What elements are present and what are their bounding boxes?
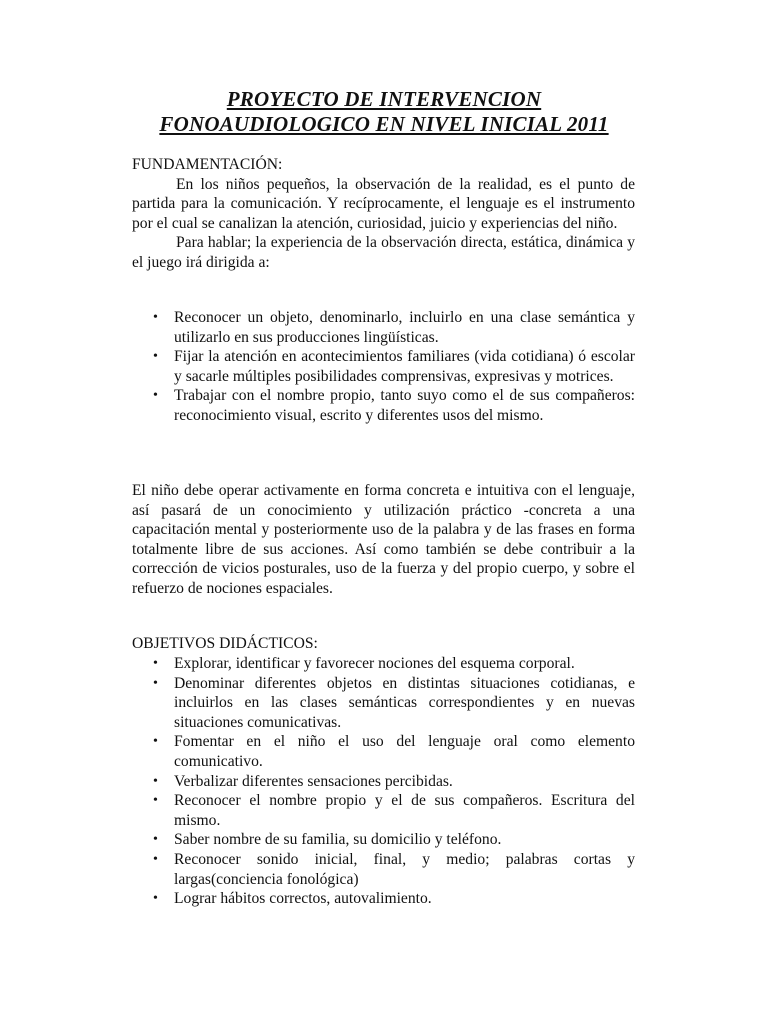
list-item: • Explorar, identificar y favorecer nociones del esquema corporal. [132, 654, 635, 674]
objetivos-bullet-list [132, 654, 635, 909]
list-item: • Fijar la atención en acontecimientos familiares (vida cotidiana) ó escolar y sacarle múltiples posibilidades comprensivas, expresivas y motrices. [132, 347, 635, 386]
list-item: • Denominar diferentes objetos en distintas situaciones cotidianas, e incluirlos en las clases semánticas correspondientes y en nuevas situaciones comunicativas. [132, 674, 635, 733]
nino-paragraph: El niño debe operar activamente en forma concreta e intuitiva con el lenguaje, así pasará de un conocimiento y utilización práctico -concreta a una capacitación mental y posteriormente uso de la palabra y de las frases en forma totalmente libre de sus acciones. Así como también se debe contribuir a la corrección de vicios posturales, uso de la fuerza y del propio cuerpo, y sobre el refuerzo de nociones espaciales. [132, 482, 635, 597]
document-title-line-2: FONOAUDIOLOGICO EN NIVEL INICIAL 2011 [159, 112, 609, 136]
fundamentacion-heading: FUNDAMENTACIÓN: [132, 156, 283, 173]
fundamentacion-bullet-list [132, 308, 635, 426]
objetivos-heading: OBJETIVOS DIDÁCTICOS: [132, 635, 318, 652]
objetivos-section [132, 634, 635, 654]
nino-section [132, 481, 635, 599]
fundamentacion-paragraph-1: En los niños pequeños, la observación de la realidad, es el punto de partida para la comunicación. Y recíprocamente, el lenguaje es el instrumento por el cual se canalizan la atención, curiosidad, juicio y experiencias del niño. [132, 175, 635, 232]
fundamentacion-section [132, 155, 635, 273]
list-item: • Verbalizar diferentes sensaciones percibidas. [132, 772, 635, 792]
fundamentacion-paragraph-2: Para hablar; la experiencia de la observación directa, estática, dinámica y el juego irá dirigida a: [132, 234, 635, 271]
list-item: • Reconocer el nombre propio y el de sus compañeros. Escritura del mismo. [132, 791, 635, 830]
list-item: • Lograr hábitos correctos, autovalimiento. [132, 889, 635, 909]
document-title-line-1: PROYECTO DE INTERVENCION [226, 87, 542, 111]
list-item: • Reconocer un objeto, denominarlo, incluirlo en una clase semántica y utilizarlo en sus producciones lingüísticas. [132, 308, 635, 347]
list-item: • Trabajar con el nombre propio, tanto suyo como el de sus compañeros: reconocimiento visual, escrito y diferentes usos del mismo. [132, 386, 635, 425]
list-item: • Reconocer sonido inicial, final, y medio; palabras cortas y largas(conciencia fonológica) [132, 850, 635, 889]
list-item: • Fomentar en el niño el uso del lenguaje oral como elemento comunicativo. [132, 732, 635, 771]
list-item: • Saber nombre de su familia, su domicilio y teléfono. [132, 830, 635, 850]
